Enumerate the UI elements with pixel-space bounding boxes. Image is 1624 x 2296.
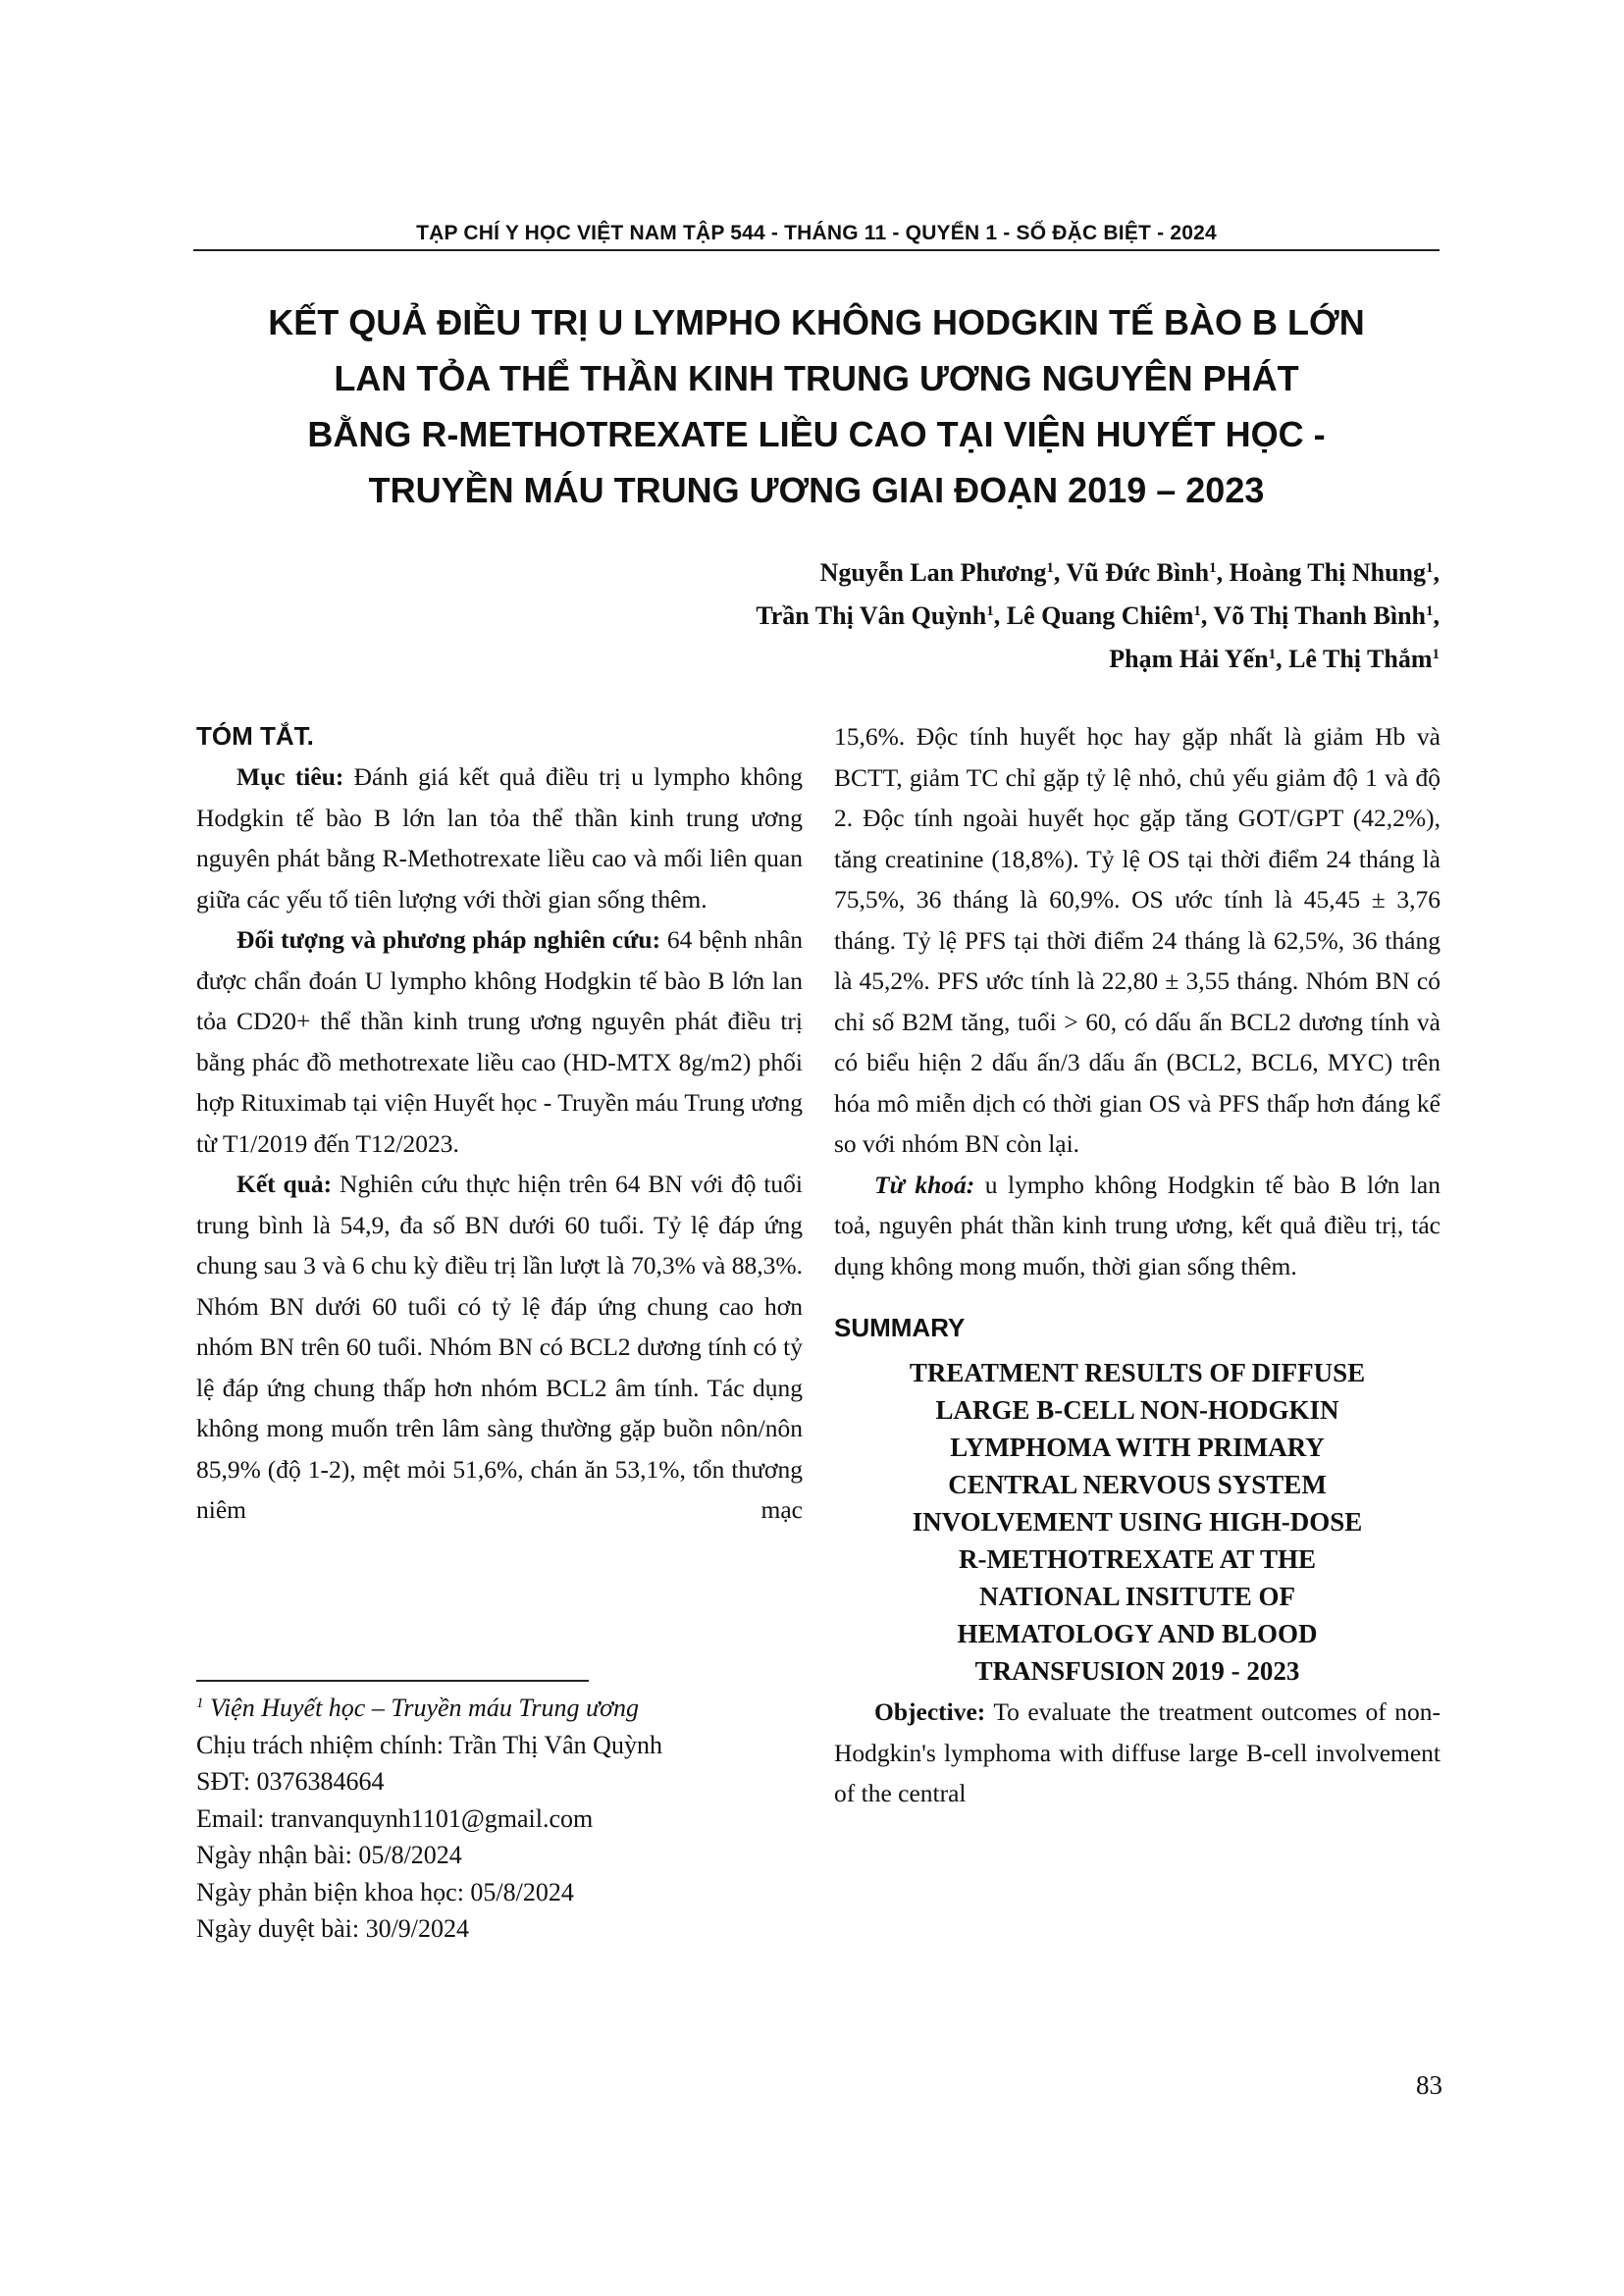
results-label: Kết quả: (236, 1170, 333, 1198)
author-name: Lê Thị Thắm (1288, 645, 1433, 673)
objective-label: Mục tiêu: (236, 762, 344, 791)
affiliation-sup: 1 (1426, 560, 1434, 576)
affiliation-sup: 1 (1193, 603, 1201, 619)
keywords-paragraph (834, 1165, 1441, 1287)
author-name: Trần Thị Vân Quỳnh (756, 601, 987, 630)
phone: SĐT: 0376384664 (196, 1767, 385, 1796)
author-line: Trần Thị Vân Quỳnh$^1$, Lê Quang Chiêm$^1$, Võ Thị Thanh Bình$^1$, (756, 601, 1440, 630)
author-sep: , (993, 601, 1007, 630)
title-line: LAN TỎA THỂ THẦN KINH TRUNG ƯƠNG NGUYÊN PHÁT (334, 358, 1299, 398)
summary-title-line: TRANSFUSION 2019 - 2023 (974, 1656, 1300, 1686)
title-line: KẾT QUẢ ĐIỀU TRỊ U LYMPHO KHÔNG HODGKIN TẾ BÀO B LỚN (268, 302, 1365, 342)
author-sep: , (1276, 645, 1289, 673)
summary-title-line: R-METHOTREXATE AT THE (958, 1544, 1317, 1574)
author-list (756, 551, 1440, 681)
keywords-text: u lympho không Hodgkin tế bào B lớn lan toả, nguyên phát thần kinh trung ương, kết quả điều trị, tác dụng không mong muốn, thời gian sống thêm. (834, 1170, 1441, 1280)
author-sep: , (1053, 558, 1067, 587)
header-rule (193, 249, 1440, 251)
title-line: BẰNG R-METHOTREXATE LIỀU CAO TẠI VIỆN HUYẾT HỌC - (307, 414, 1326, 454)
summary-objective-paragraph (834, 1692, 1441, 1814)
summary-title-line: LYMPHOMA WITH PRIMARY (950, 1433, 1325, 1462)
methods-paragraph (196, 919, 803, 1164)
keywords-label: Từ khoá: (874, 1170, 975, 1199)
affiliation-sup: 1 (1432, 647, 1440, 662)
author-line (756, 638, 1440, 681)
journal-header: TẠP CHÍ Y HỌC VIỆT NAM TẬP 544 - THÁNG 11 - QUYỂN 1 - SỐ ĐẶC BIỆT - 2024 (416, 222, 1217, 244)
summary-title (834, 1354, 1441, 1690)
affiliation-sup: 1 (1209, 560, 1217, 576)
page-number: 83 (1416, 2070, 1442, 2100)
received-date: Ngày nhận bài: 05/8/2024 (196, 1841, 462, 1869)
author-name: Vũ Đức Bình (1066, 558, 1210, 587)
summary-objective-text: To evaluate the treatment outcomes of non-Hodgkin's lymphoma with diffuse large B-cell involvement of the central (834, 1697, 1441, 1807)
affiliation-sup: 1 (1426, 603, 1434, 619)
footnote-rule (196, 1680, 589, 1682)
author-name: Võ Thị Thanh Bình (1213, 601, 1426, 630)
affiliation-note (196, 1690, 805, 1727)
article-title (193, 294, 1440, 518)
corresponding-author: Chịu trách nhiệm chính: Trần Thị Vân Quỳnh (196, 1730, 662, 1759)
affiliation-text: Viện Huyết học – Truyền máu Trung ương (203, 1694, 640, 1722)
reviewed-date: Ngày phản biện khoa học: 05/8/2024 (196, 1877, 574, 1906)
author-name: Lê Quang Chiêm (1006, 601, 1194, 630)
summary-title-line: TREATMENT RESULTS OF DIFFUSE (909, 1358, 1366, 1387)
objective-paragraph (196, 757, 803, 919)
summary-title-line: NATIONAL INSITUTE OF (978, 1582, 1296, 1611)
author-name: Hoàng Thị Nhung (1229, 558, 1426, 587)
footnotes (196, 1690, 805, 1948)
methods-text: 64 bệnh nhân được chẩn đoán U lympho không Hodgkin tế bào B lớn lan tỏa CD20+ thể thần kinh trung ương nguyên phát điều trị bằng phác đồ methotrexate liều cao (HD-MTX 8g/m2) phối hợp Rituximab tại viện Huyết học - Truyền máu Trung ương từ T1/2019 đến T12/2023. (196, 925, 803, 1158)
summary-objective-label: Objective: (874, 1697, 986, 1726)
affiliation-sup: 1 (986, 603, 994, 619)
right-column (834, 716, 1441, 1814)
objective-text: Đánh giá kết quả điều trị u lympho không Hodgkin tế bào B lớn lan tỏa thể thần kinh trung ương nguyên phát bằng R-Methotrexate liều cao và mối liên quan giữa các yếu tố tiên lượng với thời gian sống thêm. (196, 762, 803, 913)
results-text: Nghiên cứu thực hiện trên 64 BN với độ tuổi trung bình là 54,9, đa số BN dưới 60 tuổi. Tỷ lệ đáp ứng chung sau 3 và 6 chu kỳ điều trị lần lượt là 70,3% và 88,3%. Nhóm BN dưới 60 tuổi có tỷ lệ đáp ứng chung cao hơn nhóm BN trên 60 tuổi. Nhóm BN có BCL2 dương tính có tỷ lệ đáp ứng chung thấp hơn nhóm BCL2 âm tính. Tác dụng không mong muốn trên lâm sàng thường gặp buồn nôn/nôn 85,9% (độ 1-2), mệt mỏi 51,6%, chán ăn 53,1%, tổn thương niêm mạc (196, 1170, 804, 1524)
summary-title-line: LARGE B-CELL NON-HODGKIN (935, 1395, 1339, 1425)
title-line: TRUYỀN MÁU TRUNG ƯƠNG GIAI ĐOẠN 2019 – 2023 (368, 470, 1265, 510)
results-paragraph (196, 1164, 803, 1531)
author-name: Nguyễn Lan Phương (819, 558, 1047, 587)
left-column (196, 716, 803, 1531)
email: Email: tranvanquynh1101@gmail.com (196, 1803, 594, 1833)
summary-heading: SUMMARY (834, 1313, 966, 1342)
affiliation-sup: 1 (196, 1696, 204, 1711)
abstract-heading: TÓM TẮT. (196, 721, 314, 751)
summary-title-line: HEMATOLOGY AND BLOOD (957, 1619, 1318, 1648)
author-name: Phạm Hải Yến (1109, 645, 1269, 673)
methods-label: Đối tượng và phương pháp nghiên cứu: (236, 925, 661, 954)
accepted-date: Ngày duyệt bài: 30/9/2024 (196, 1914, 470, 1943)
author-line: Nguyễn Lan Phương$^1$, Vũ Đức Bình$^1$, Hoàng Thị Nhung$^1$, (819, 558, 1440, 587)
author-sep: , (1200, 601, 1214, 630)
results-continued: 15,6%. Độc tính huyết học hay gặp nhất là giảm Hb và BCTT, giảm TC chỉ gặp tỷ lệ nhỏ, chủ yếu giảm độ 1 và độ 2. Độc tính ngoài huyết học gặp tăng GOT/GPT (42,2%), tăng creatinine (18,8%). Tỷ lệ OS tại thời điểm 24 tháng là 75,5%, 36 tháng là 60,9%. OS ước tính là 45,45 ± 3,76 tháng. Tỷ lệ PFS tại thời điểm 24 tháng là 62,5%, 36 tháng là 45,2%. PFS ước tính là 22,80 ± 3,55 tháng. Nhóm BN có chỉ số B2M tăng, tuổi > 60, có dấu ấn BCL2 dương tính và có biểu hiện 2 dấu ấn/3 dấu ấn (BCL2, BCL6, MYC) trên hóa mô miễn dịch có thời gian OS và PFS thấp hơn đáng kể so với nhóm BN còn lại. (834, 722, 1441, 1158)
summary-title-line: CENTRAL NERVOUS SYSTEM (948, 1470, 1327, 1499)
summary-title-line: INVOLVEMENT USING HIGH-DOSE (912, 1507, 1363, 1537)
affiliation-sup: 1 (1046, 560, 1054, 576)
author-sep: , (1216, 558, 1230, 587)
affiliation-sup: 1 (1268, 647, 1277, 662)
